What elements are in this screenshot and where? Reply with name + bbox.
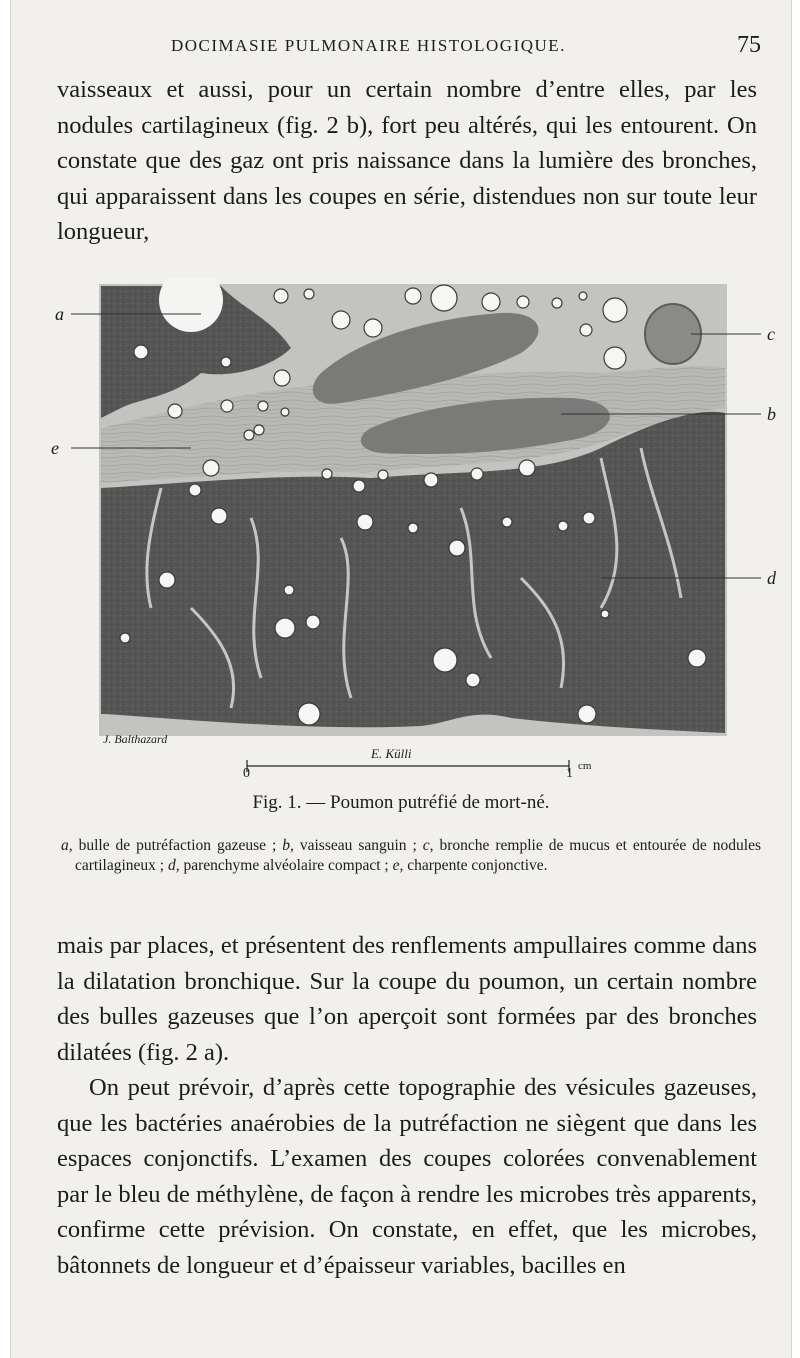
legend-key-e: e,	[392, 857, 404, 874]
running-head	[11, 32, 791, 66]
top-paragraph-block	[57, 72, 757, 250]
legend-e-text: charpente conjonctive.	[403, 857, 548, 874]
legend-key-d: d,	[167, 857, 180, 874]
bottom-text-block	[57, 928, 757, 1283]
legend-key-a: a,	[61, 837, 73, 854]
label-e: e	[51, 438, 59, 458]
signature-left: J. Balthazard	[103, 732, 168, 746]
legend-b-text: vaisseau sanguin ;	[293, 837, 423, 854]
running-title: DOCIMASIE PULMONAIRE HISTOLOGIQUE.	[171, 36, 566, 55]
figure-caption: Fig. 1. — Poumon putréfié de mort-né.	[252, 792, 550, 813]
page-number: 75	[737, 32, 761, 58]
legend-a-text: bulle de putréfaction gazeuse ;	[72, 837, 283, 854]
figure-legend	[61, 836, 761, 876]
label-d: d	[767, 568, 776, 588]
scale-end: 1	[566, 766, 573, 781]
label-b: b	[767, 404, 776, 424]
label-a: a	[55, 304, 64, 324]
legend-d-text: parenchyme alvéolaire compact ;	[179, 857, 393, 874]
figure-1	[41, 278, 781, 788]
bottom-paragraph-2: On peut prévoir, d’après cette topographie des vésicules gazeuses, que les bactéries anaérobies de la putréfaction ne siègent que dans les espaces conjonctifs. L’examen des coupes colorées convenablement par le bleu de méthylène, de façon à rendre les microbes très apparents, confirme cette prévision. On constate, en effet, que les microbes, bâtonnets de longueur et d’épaisseur variables, bacilles en	[57, 1074, 757, 1279]
label-c: c	[767, 324, 775, 344]
book-page	[10, 0, 792, 1358]
legend-c-text: bronche remplie de mucus et entourée de nodules cartilagineux ;	[75, 837, 761, 874]
bottom-paragraph-1: mais par places, et présentent des renflements ampullaires comme dans la dilatation bronchique. Sur la coupe du poumon, un certain nombre des bulles gazeuses que l’on aperçoit sont formées par des bronches dilatées (fig. 2 a).	[57, 932, 757, 1066]
lung-section-illustration	[41, 278, 781, 788]
legend-key-b: b,	[282, 837, 294, 854]
legend-key-c: c,	[422, 837, 434, 854]
legend-text	[61, 836, 761, 876]
signature-right: E. Külli	[371, 746, 412, 761]
top-paragraph: vaisseaux et aussi, pour un certain nombre d’entre elles, par les nodules cartilagineux (fig. 2 b), fort peu altérés, qui les entourent. On constate que des gaz ont pris naissance dans la lumière des bronches, qui apparaissent dans les coupes en série, distendues non sur toute leur longueur,	[57, 76, 757, 245]
scale-start: 0	[243, 766, 250, 781]
scale-unit: cm	[578, 760, 592, 772]
